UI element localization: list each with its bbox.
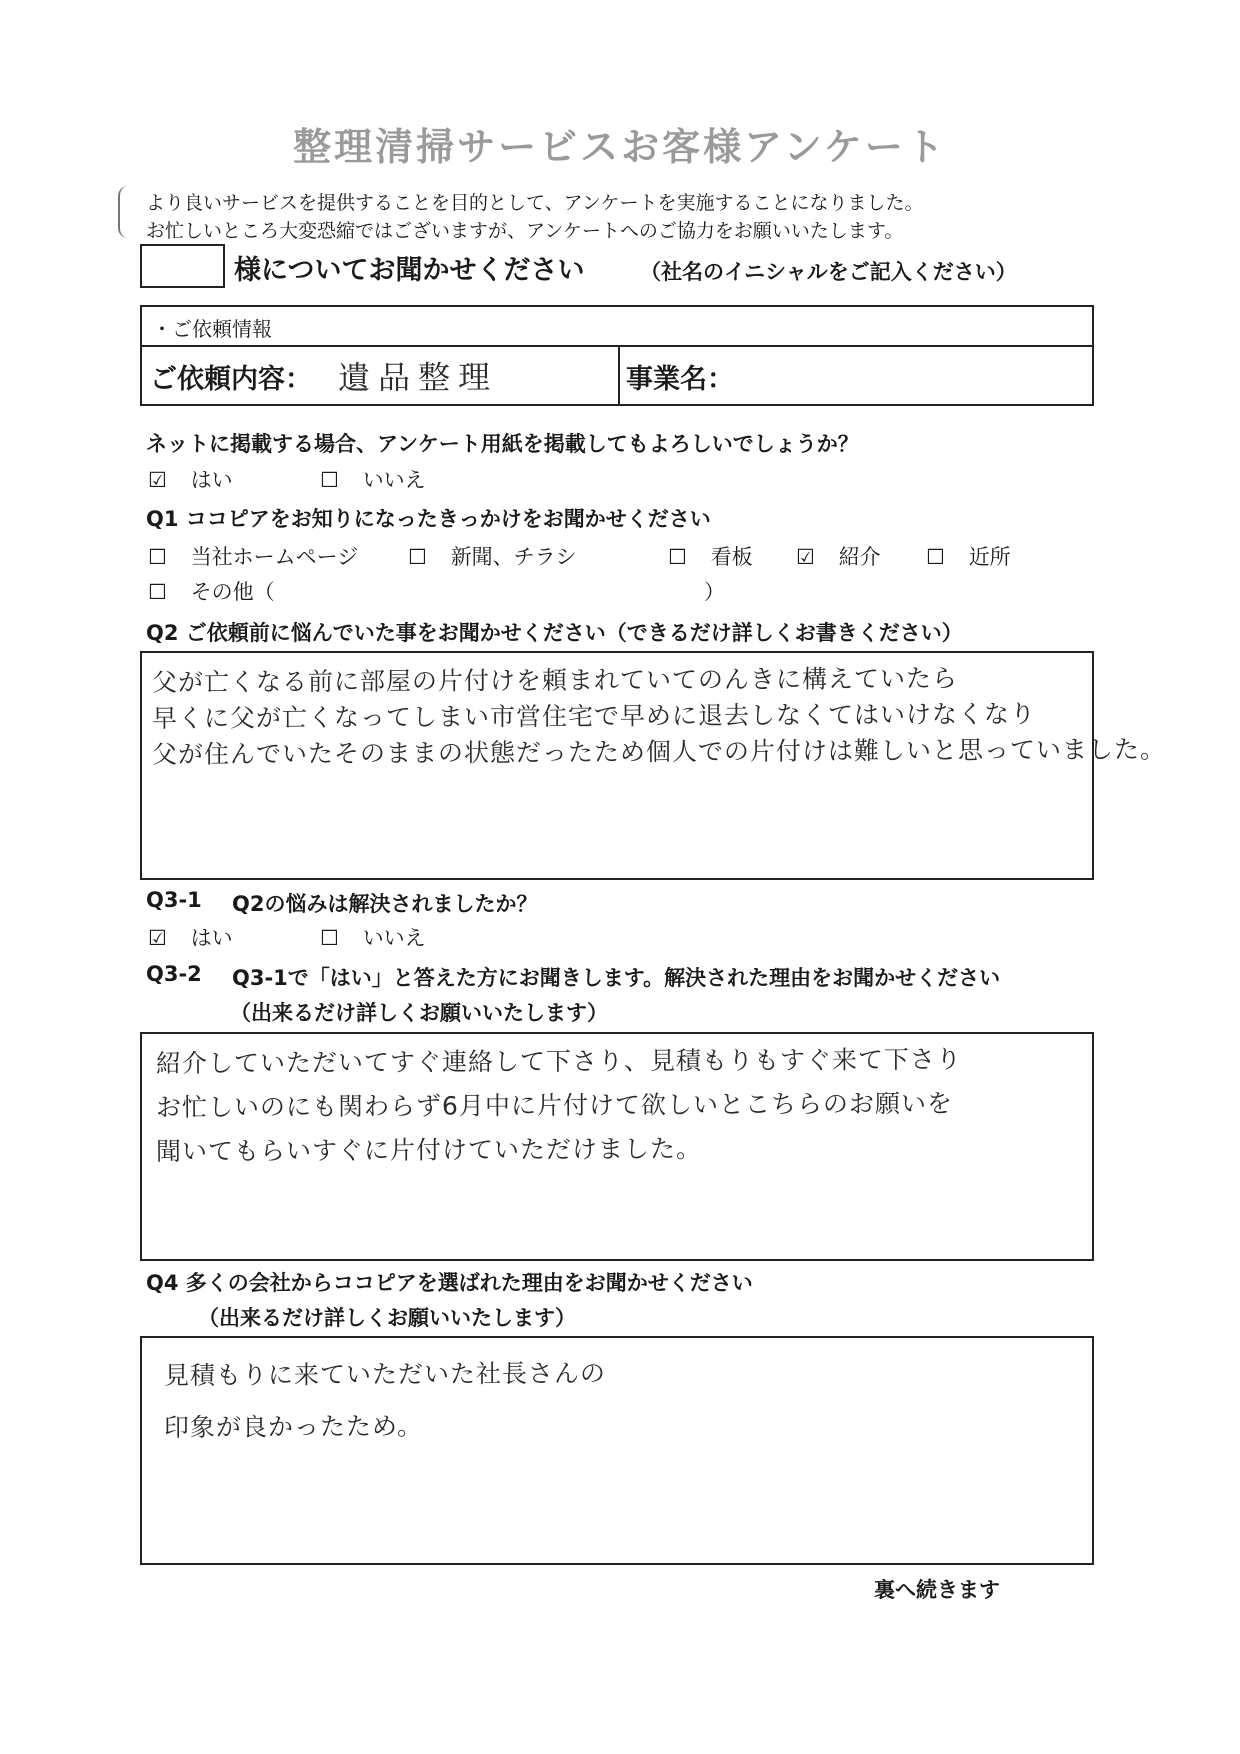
request-content-value[interactable]: 遺品整理 (337, 358, 499, 397)
q3-2-sub: （出来るだけ詳しくお願いいたします） (230, 1001, 608, 1025)
request-info-divider (140, 345, 1094, 347)
q3-1-option-no[interactable]: ☐ いいえ (320, 926, 426, 950)
checkbox-empty-icon: ☐ (668, 545, 687, 569)
q4-question: Q4 多くの会社からココピアを選ばれた理由をお聞かせください (146, 1271, 753, 1295)
q1-other-close-paren: ） (704, 580, 725, 604)
request-content-label: ご依頼内容： (150, 364, 312, 395)
checkbox-empty-icon: ☐ (148, 545, 167, 569)
q4-sub: （出来るだけ詳しくお願いいたします） (198, 1306, 576, 1330)
q3-2-question: Q3-1で「はい」と答えた方にお聞きします。解決された理由をお聞かせください (232, 966, 1001, 990)
checkbox-empty-icon: ☐ (926, 545, 945, 569)
q4-answer-line-2: 印象が良かったため。 (163, 1411, 424, 1442)
q1-option-homepage[interactable]: ☐ 当社ホームページ (148, 545, 359, 569)
q1-option-other[interactable]: ☐ その他（ (148, 580, 275, 604)
checkbox-empty-icon: ☐ (408, 545, 427, 569)
intro-bracket (118, 186, 132, 238)
request-info-section-label: ・ご依頼情報 (152, 317, 272, 341)
business-name-label: 事業名： (626, 364, 734, 395)
intro-line-2: お忙しいところ大変恐縮ではございますが、アンケートへのご協力をお願いいたします。 (146, 220, 904, 242)
initial-input-box[interactable] (140, 244, 225, 288)
publish-option-yes[interactable]: ☑ はい (148, 468, 233, 492)
customer-note: （社名のイニシャルをご記入ください） (640, 260, 1017, 284)
q4-answer-box[interactable] (140, 1336, 1094, 1565)
q1-option-newspaper[interactable]: ☐ 新聞、チラシ (408, 545, 577, 569)
q3-2-number: Q3-2 (146, 962, 202, 986)
checkbox-checked-icon: ☑ (148, 926, 167, 950)
q2-answer-line-2: 早くに父が亡くなってしまい市営住宅で早めに退去しなくてはいけなくなり (151, 699, 1037, 733)
q3-1-option-yes[interactable]: ☑ はい (148, 926, 233, 950)
q1-question: Q1 ココピアをお知りになったきっかけをお聞かせください (146, 507, 711, 531)
continue-on-back: 裏へ続きます (874, 1578, 1000, 1602)
survey-title: 整理清掃サービスお客様アンケート (293, 125, 947, 169)
checkbox-empty-icon: ☐ (320, 468, 339, 492)
intro-line-1: より良いサービスを提供することを目的として、アンケートを実施することになりました。 (146, 192, 924, 214)
request-info-table (140, 305, 1094, 406)
q3-2-answer-line-3: 聞いてもらいすぐに片付けていただけました。 (155, 1134, 703, 1166)
checkbox-empty-icon: ☐ (148, 580, 167, 604)
q2-answer-line-1: 父が亡くなる前に部屋の片付けを頼まれていてのんきに構えていたら (151, 663, 959, 697)
publish-question: ネットに掲載する場合、アンケート用紙を掲載してもよろしいでしょうか？ (146, 432, 859, 456)
q3-2-answer-line-2: お忙しいのにも関わらず6月中に片付けて欲しいとこちらのお願いを (155, 1088, 953, 1122)
q2-question: Q2 ご依頼前に悩んでいた事をお聞かせください（できるだけ詳しくお書きください） (146, 621, 963, 645)
q2-answer-line-3: 父が住んでいたそのままの状態だったため個人での片付けは難しいと思っていました。 (151, 734, 1167, 769)
q1-option-referral[interactable]: ☑ 紹介 (796, 545, 881, 569)
q1-option-neighborhood[interactable]: ☐ 近所 (926, 545, 1011, 569)
q1-option-signboard[interactable]: ☐ 看板 (668, 545, 753, 569)
checkbox-checked-icon: ☑ (796, 545, 815, 569)
q2-answer-box[interactable] (140, 651, 1167, 880)
checkbox-empty-icon: ☐ (320, 926, 339, 950)
publish-option-no[interactable]: ☐ いいえ (320, 468, 426, 492)
q3-1-question: Q2の悩みは解決されましたか？ (232, 892, 538, 916)
checkbox-checked-icon: ☑ (148, 468, 167, 492)
q3-2-answer-line-1: 紹介していただいてすぐ連絡して下さり、見積もりもすぐ来て下さり (155, 1044, 963, 1078)
customer-heading: 様についてお聞かせください (234, 255, 585, 286)
request-info-column-divider (618, 345, 620, 406)
q3-2-answer-box[interactable] (140, 1032, 1094, 1261)
q4-answer-line-1: 見積もりに来ていただいた社長さんの (163, 1358, 607, 1390)
q3-1-number: Q3-1 (146, 888, 202, 912)
